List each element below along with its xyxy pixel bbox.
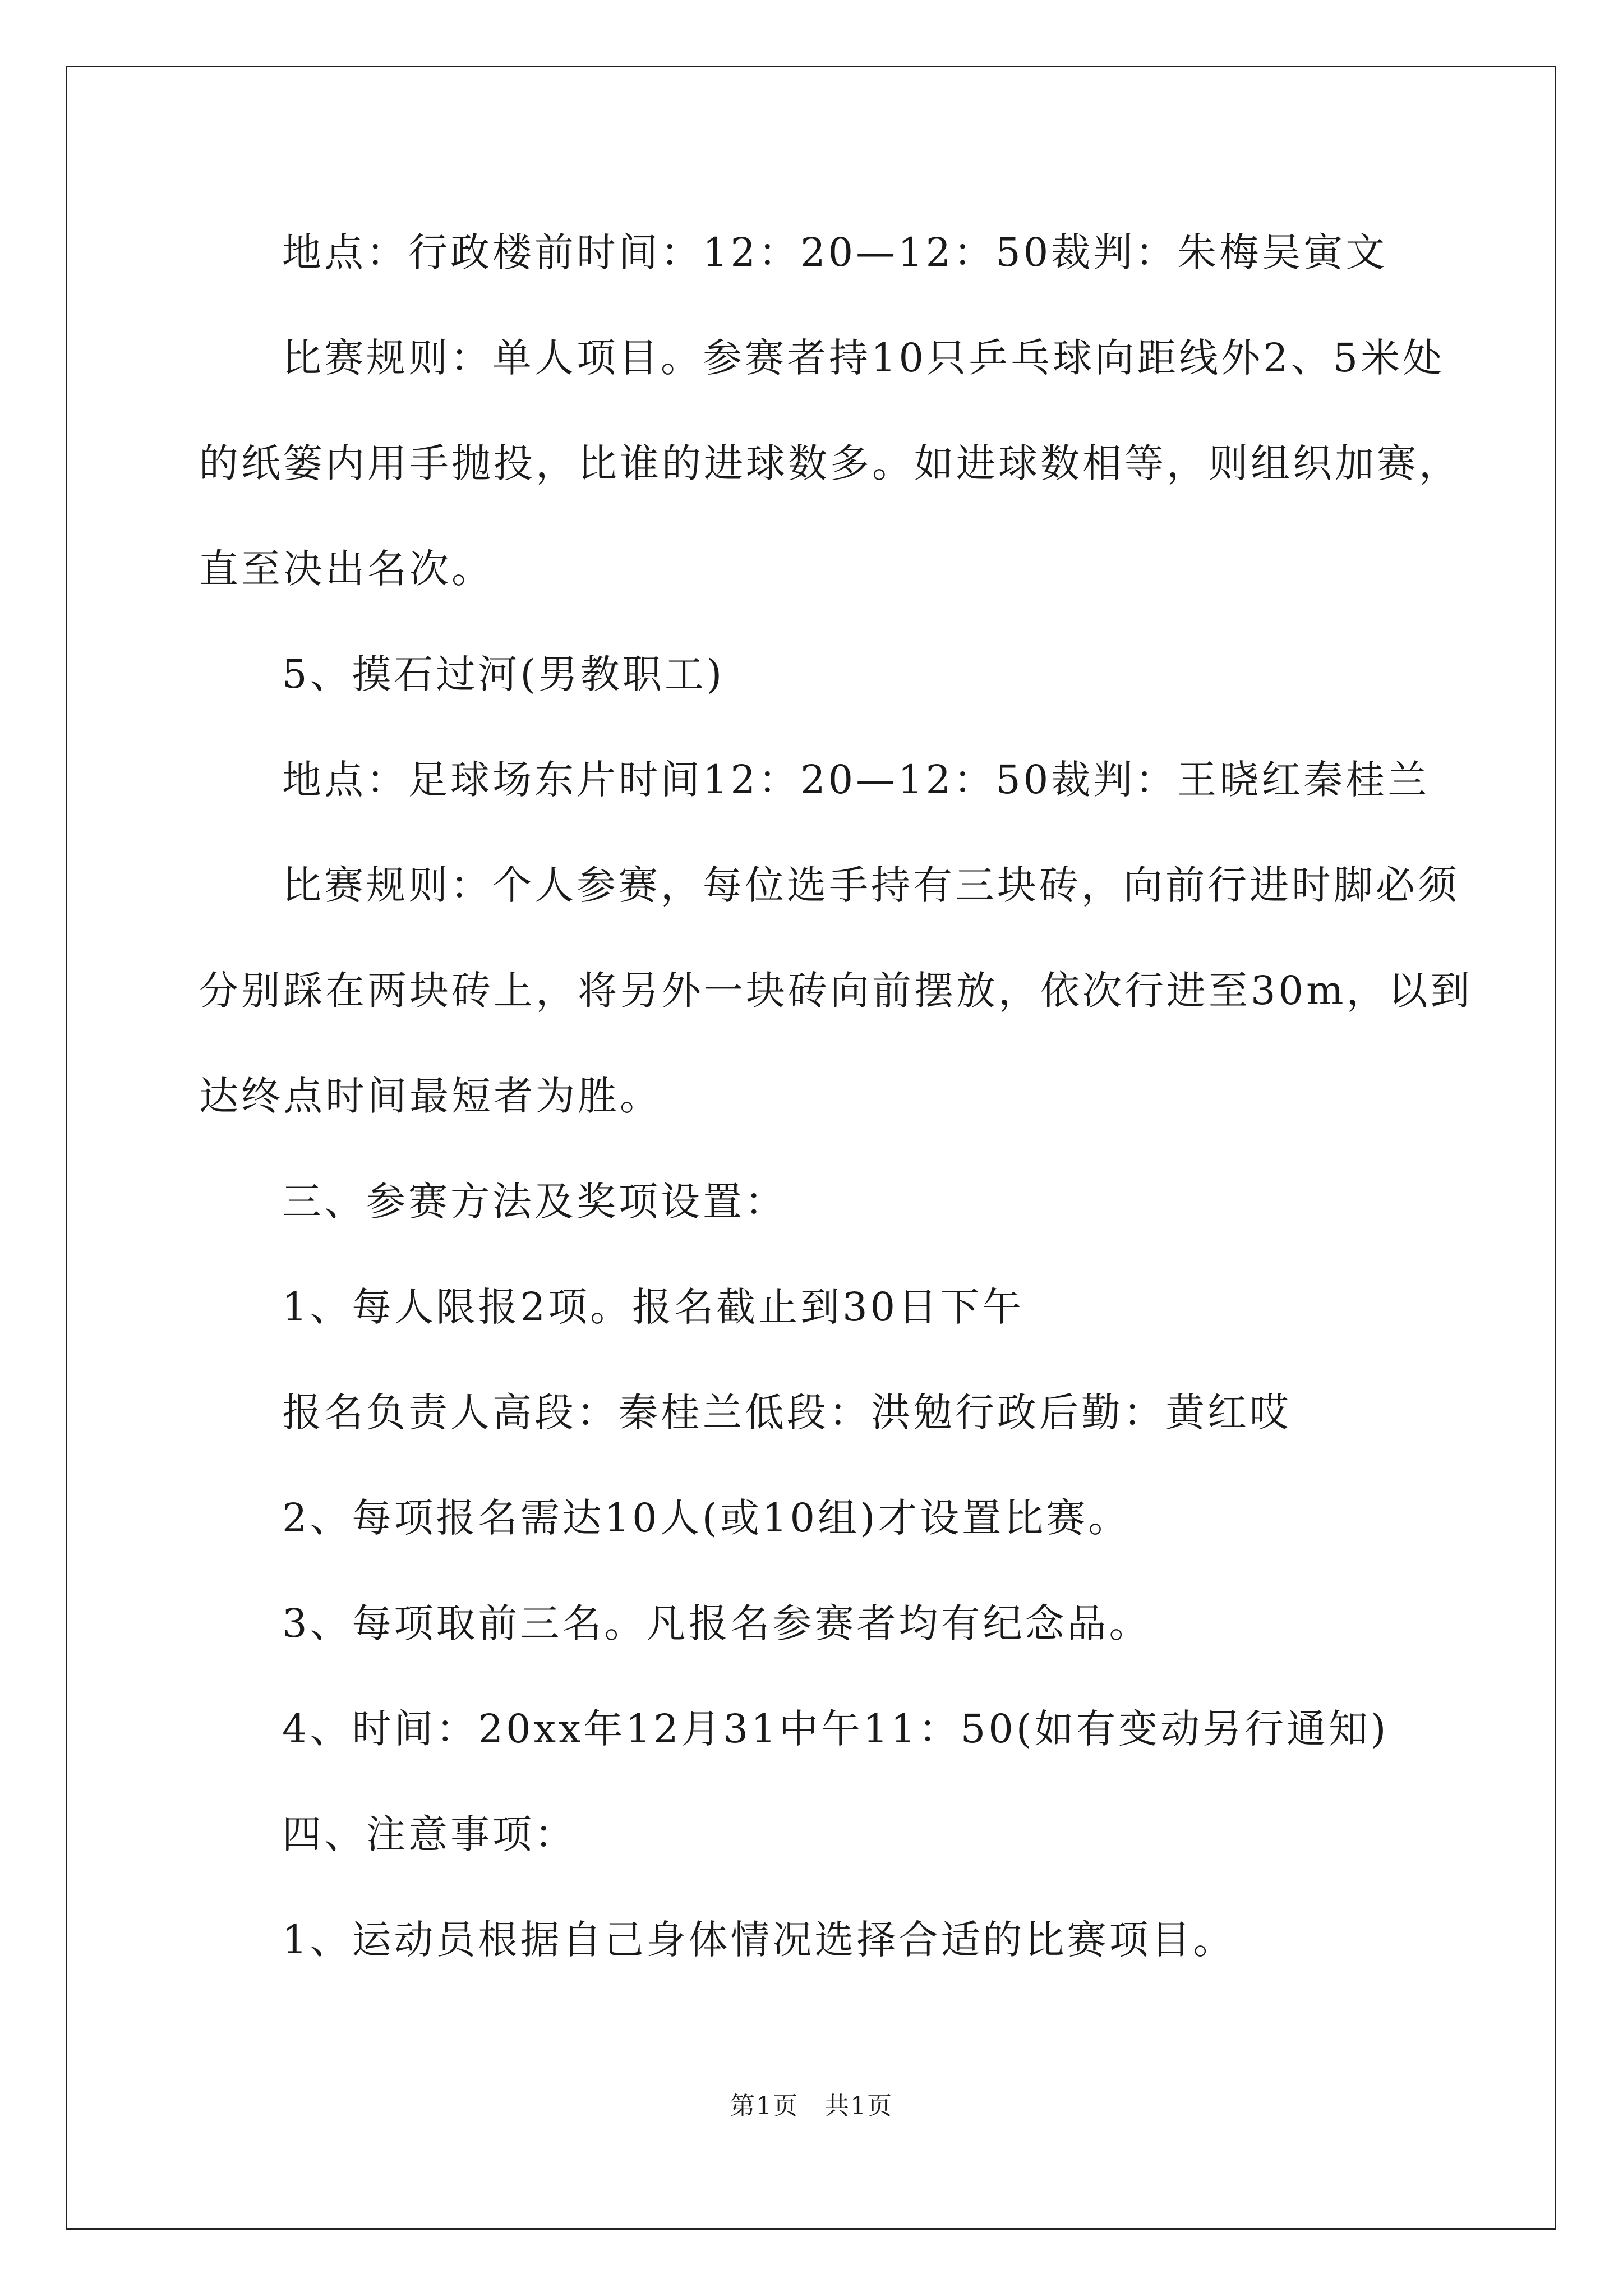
section-heading: 三、参赛方法及奖项设置： bbox=[282, 1179, 787, 1225]
text-line: 1、每人限报2项。报名截止到30日下午 bbox=[282, 1284, 1025, 1330]
text-line: 比赛规则：个人参赛，每位选手持有三块砖，向前行进时脚必须 bbox=[282, 862, 1460, 908]
text-line: 比赛规则：单人项目。参赛者持10只乒乓球向距线外2、5米处 bbox=[282, 335, 1445, 381]
text-line: 的纸篓内用手抛投，比谁的进球数多。如进球数相等，则组织加赛， bbox=[199, 440, 1461, 486]
text-line: 地点：行政楼前时间：12：20—12：50裁判：朱梅吴寅文 bbox=[282, 229, 1388, 275]
text-line: 4、时间：20xx年12月31中午11：50(如有变动另行通知) bbox=[282, 1706, 1389, 1752]
text-line: 地点：足球场东片时间12：20—12：50裁判：王晓红秦桂兰 bbox=[282, 757, 1430, 803]
text-line: 5、摸石过河(男教职工) bbox=[282, 651, 725, 697]
text-line: 1、运动员根据自己身体情况选择合适的比赛项目。 bbox=[282, 1917, 1235, 1963]
text-line: 2、每项报名需达10人(或10组)才设置比赛。 bbox=[282, 1495, 1131, 1541]
text-line: 达终点时间最短者为胜。 bbox=[199, 1073, 662, 1119]
text-line: 报名负责人高段：秦桂兰低段：洪勉行政后勤：黄红哎 bbox=[282, 1389, 1292, 1435]
text-line: 3、每项取前三名。凡报名参赛者均有纪念品。 bbox=[282, 1600, 1151, 1646]
text-line: 直至决出名次。 bbox=[199, 546, 494, 592]
page-frame bbox=[66, 66, 1556, 2230]
page-number: 第1页 共1页 bbox=[730, 2092, 893, 2120]
text-line: 分别踩在两块砖上，将另外一块砖向前摆放，依次行进至30m，以到 bbox=[199, 968, 1473, 1014]
section-heading: 四、注意事项： bbox=[282, 1811, 577, 1857]
